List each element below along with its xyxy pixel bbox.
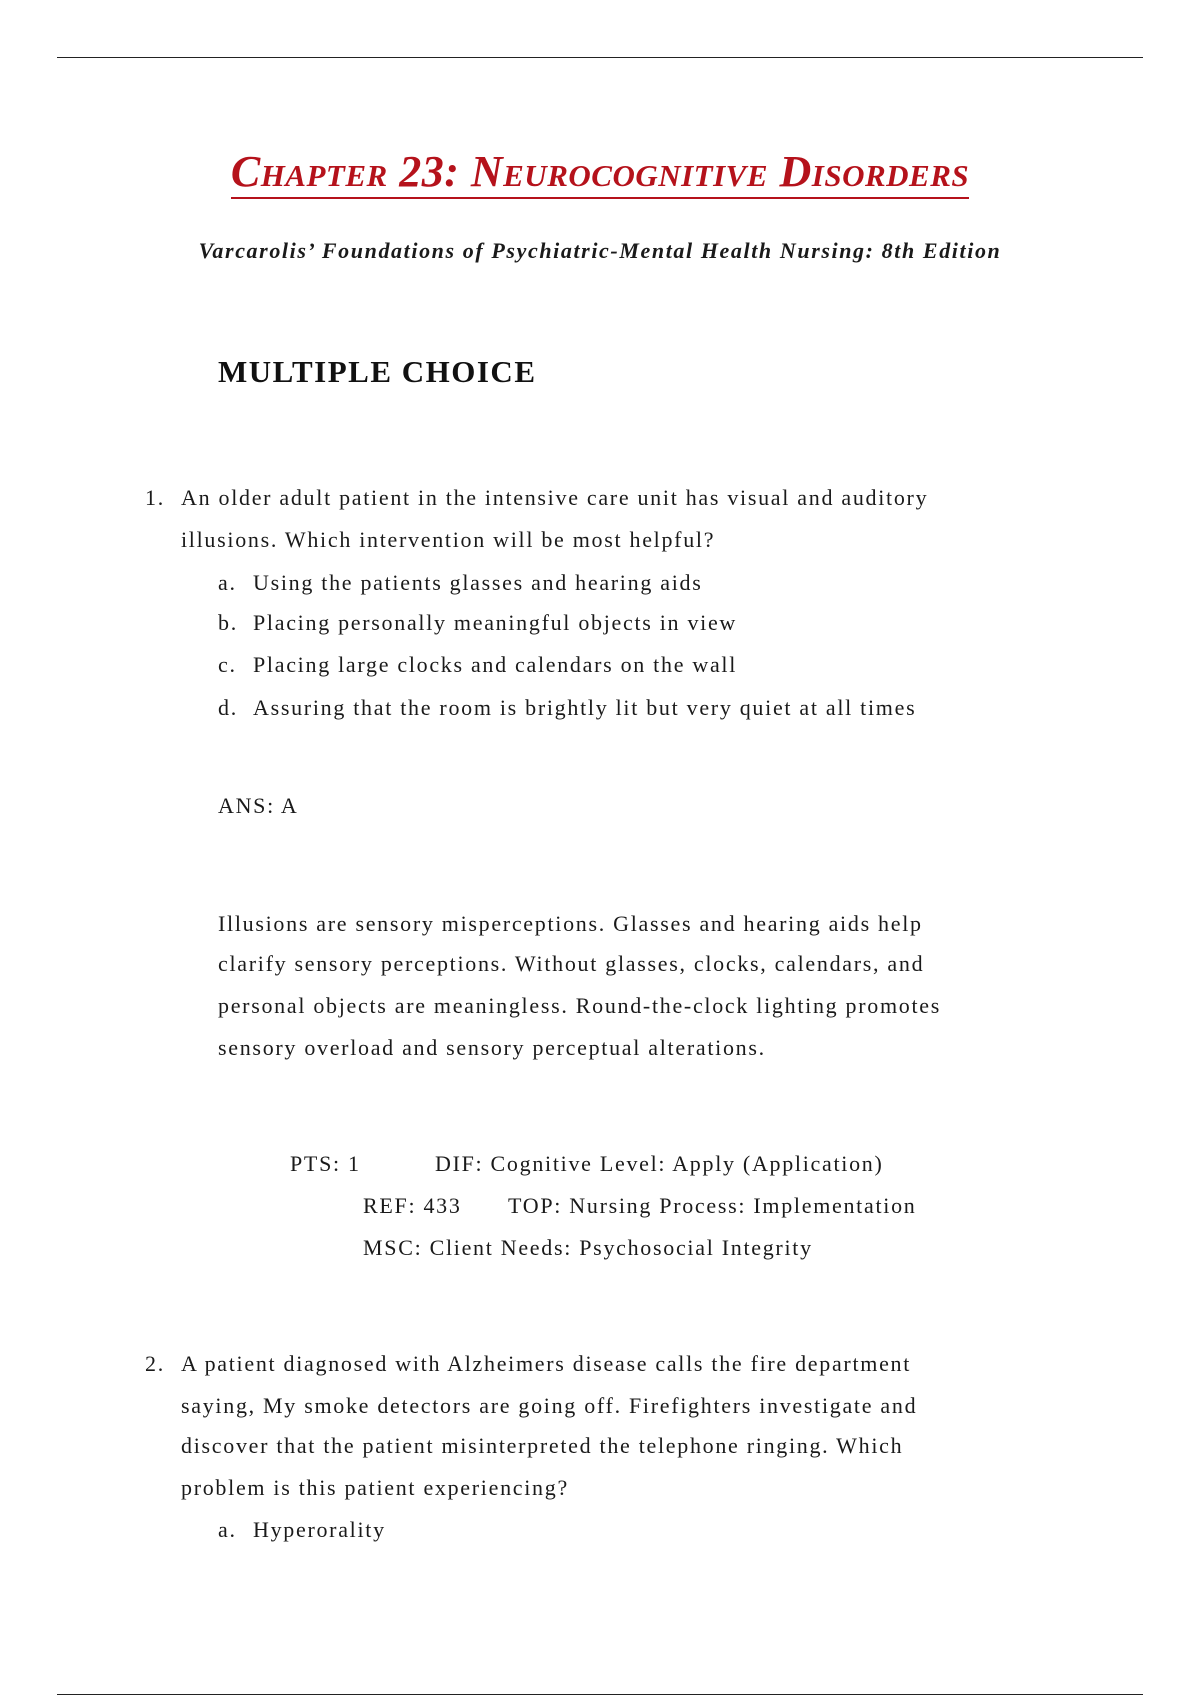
meta-points: PTS: 1	[290, 1151, 361, 1176]
question-stem-line: problem is this patient experiencing?	[181, 1475, 569, 1500]
question-stem-line: discover that the patient misinterpreted the telephone ringing. Which	[181, 1433, 904, 1458]
chapter-title-text: Chapter 23: Neurocognitive Disorders	[231, 147, 969, 199]
rationale-line: personal objects are meaningless. Round-the-clock lighting promotes	[218, 993, 942, 1018]
option-letter: b.	[218, 610, 238, 635]
rationale-line: clarify sensory perceptions. Without glasses, clocks, calendars, and	[218, 951, 925, 976]
option-letter: d.	[218, 695, 238, 720]
option-letter: a.	[218, 570, 237, 595]
option-letter: c.	[218, 652, 237, 677]
meta-reference: REF: 433	[363, 1193, 462, 1218]
question-stem-line: illusions. Which intervention will be most helpful?	[181, 527, 716, 552]
meta-client-needs: MSC: Client Needs: Psychosocial Integrity	[363, 1235, 813, 1260]
option-text: Placing personally meaningful objects in view	[253, 610, 738, 635]
question-stem-line: An older adult patient in the intensive care unit has visual and auditory	[181, 485, 929, 510]
question-number: 1.	[145, 485, 165, 510]
option-text: Using the patients glasses and hearing aids	[253, 570, 703, 595]
chapter-title	[0, 146, 1200, 198]
question-stem-line: A patient diagnosed with Alzheimers disease calls the fire department	[181, 1351, 912, 1376]
meta-topic: TOP: Nursing Process: Implementation	[508, 1193, 917, 1218]
option-text: Hyperorality	[253, 1517, 386, 1542]
question-number: 2.	[145, 1351, 165, 1376]
rationale-line: Illusions are sensory misperceptions. Glasses and hearing aids help	[218, 911, 923, 936]
answer-key: ANS: A	[218, 793, 299, 818]
section-heading: MULTIPLE CHOICE	[218, 354, 537, 389]
question-stem-line: saying, My smoke detectors are going off. Firefighters investigate and	[181, 1393, 918, 1418]
option-text: Placing large clocks and calendars on the wall	[253, 652, 738, 677]
rationale-line: sensory overload and sensory perceptual alterations.	[218, 1035, 766, 1060]
option-letter: a.	[218, 1517, 237, 1542]
meta-difficulty: DIF: Cognitive Level: Apply (Application)	[435, 1151, 884, 1176]
option-text: Assuring that the room is brightly lit but very quiet at all times	[253, 695, 917, 720]
bottom-rule	[57, 1694, 1143, 1695]
top-rule	[57, 57, 1143, 58]
book-subtitle: Varcarolis’ Foundations of Psychiatric-Mental Health Nursing: 8th Edition	[198, 238, 1002, 263]
